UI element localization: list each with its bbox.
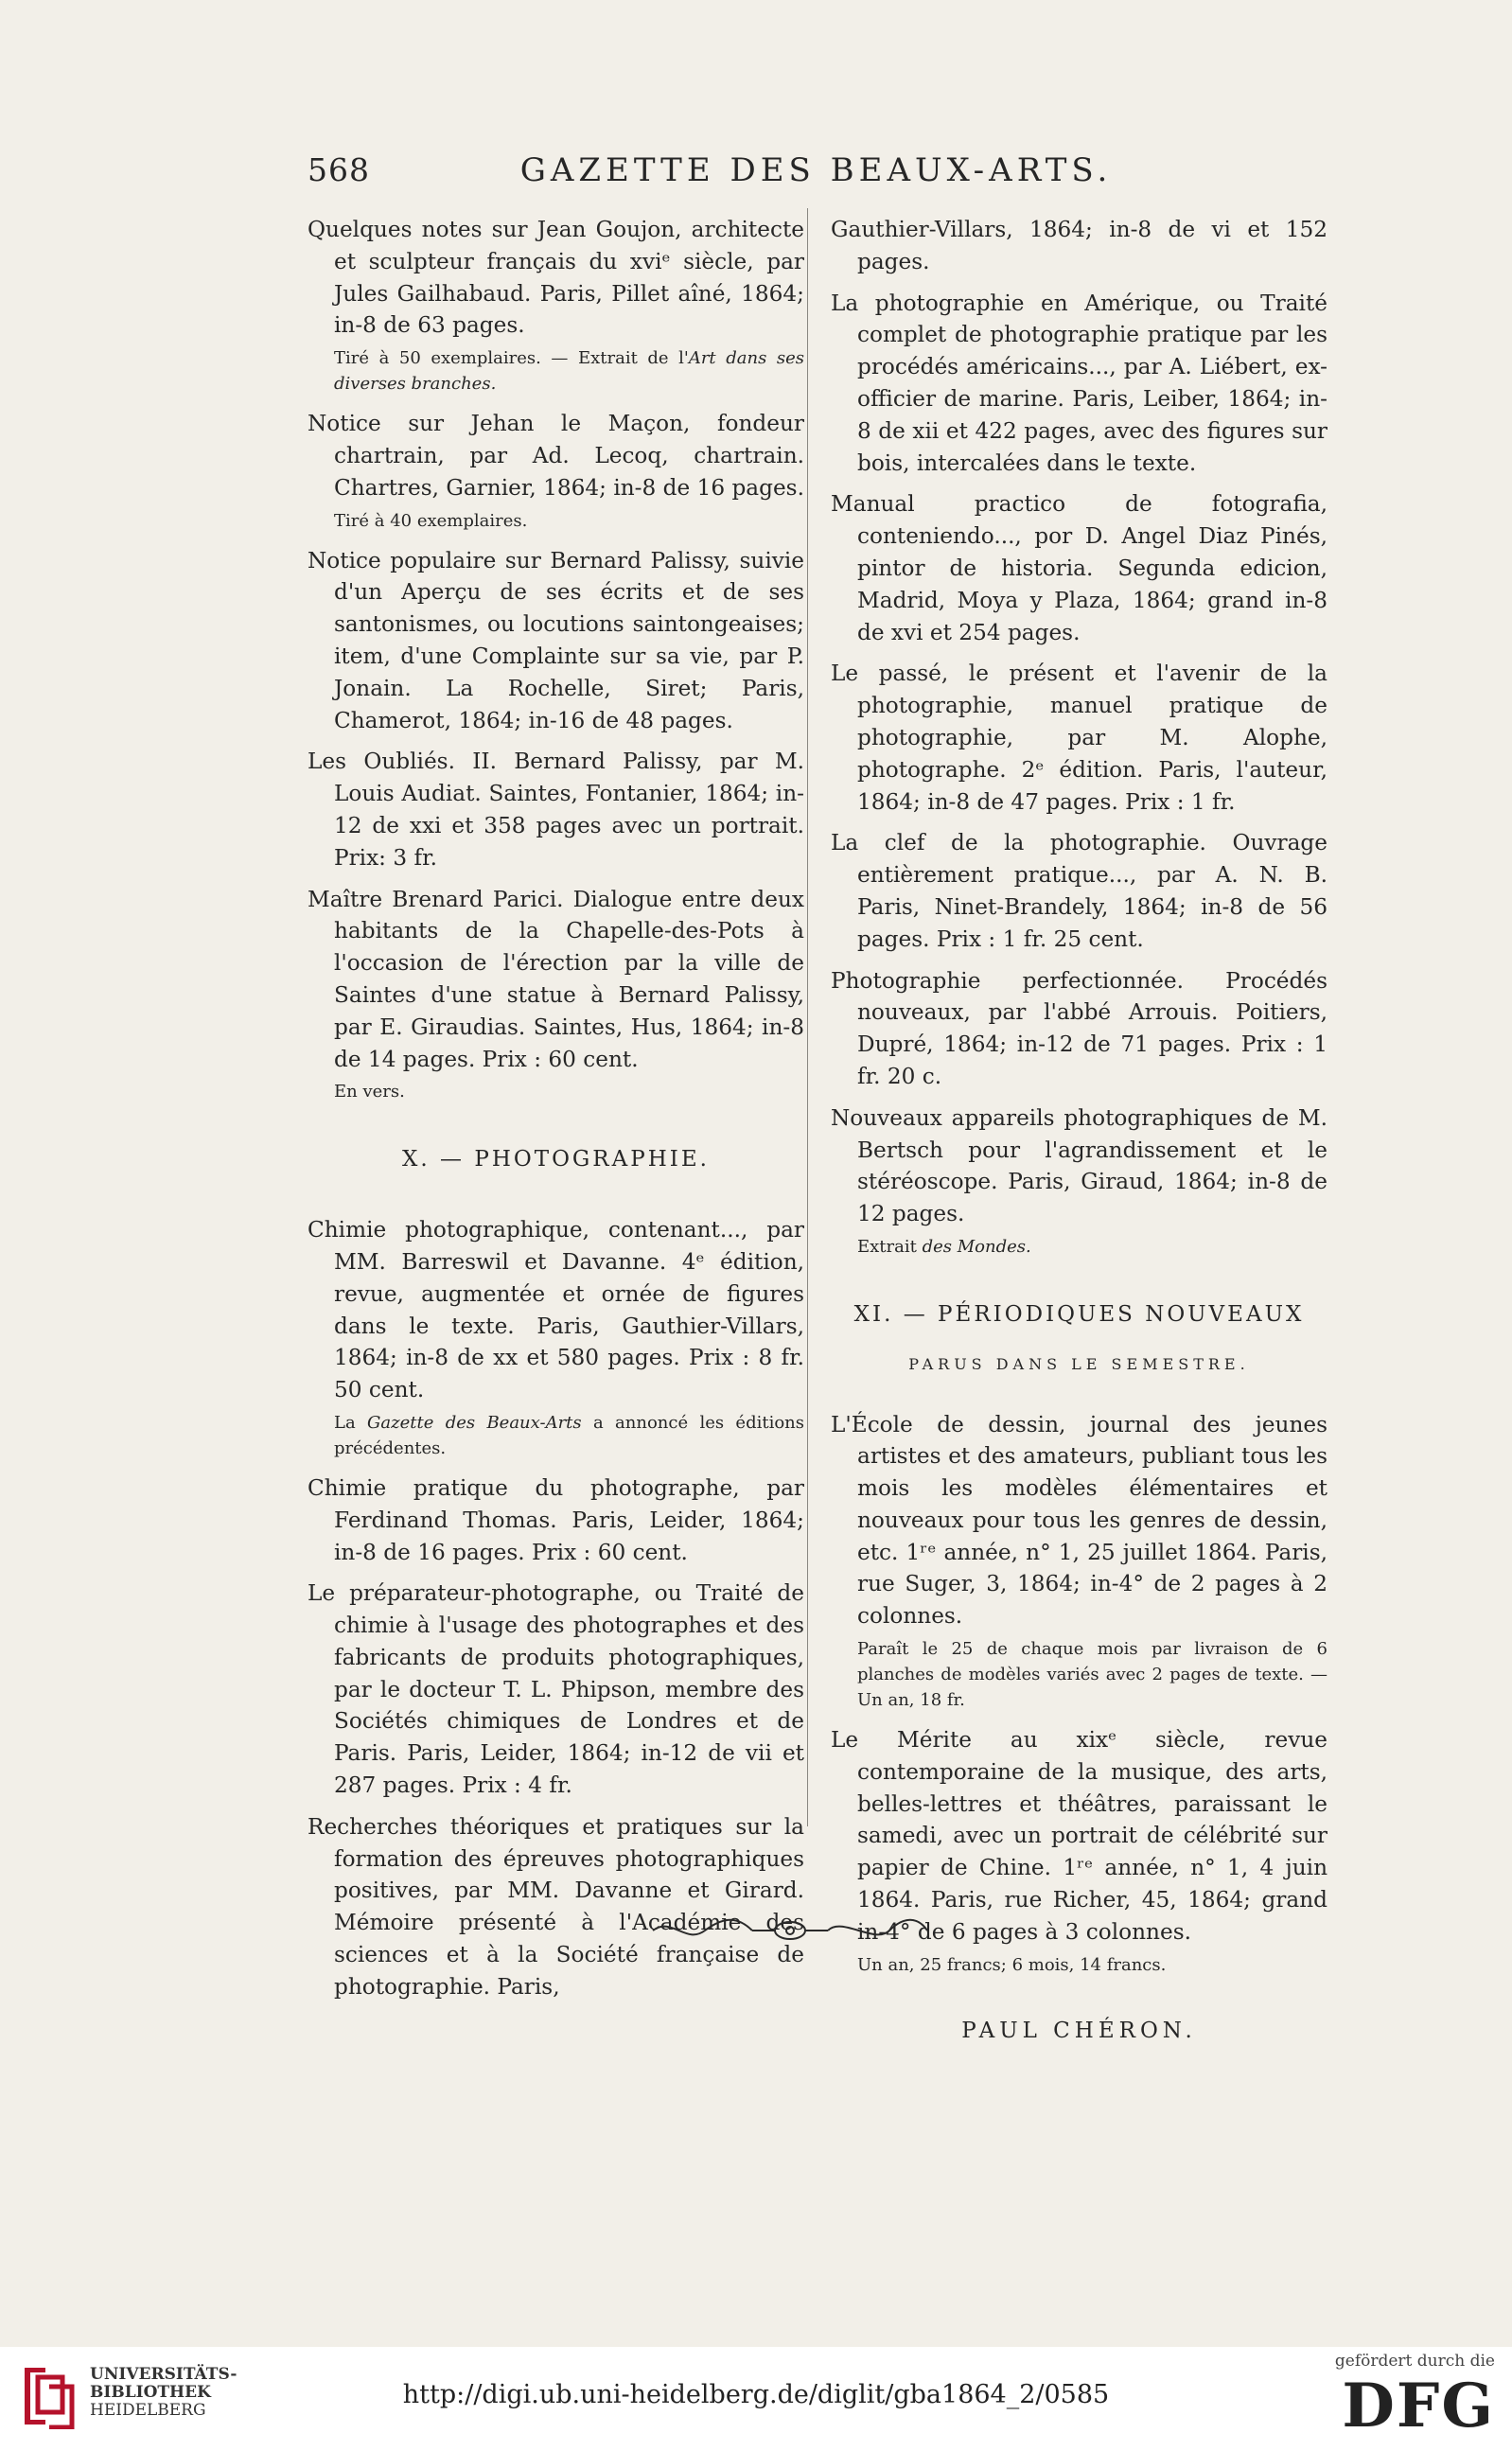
bibliography-entry: Chimie photographique, contenant..., par MM. Barreswil et Davanne. 4ᵉ édition, revue, augmentée et ornée de figures dans le texte. Paris, Gauthier-Villars, 1864; in-8 de xx et 580 pages. Prix : 8 fr. 50 cent. — [308, 1217, 804, 1403]
bibliography-entry: Notice sur Jehan le Maçon, fondeur chartrain, par Ad. Lecoq, chartrain. Chartres, Garnier, 1864; in-8 de 16 pages. — [308, 411, 804, 501]
entry-note: Tiré à 50 exemplaires. — Extrait de l'Art dans ses diverses branches. — [334, 348, 804, 395]
bibliography-entry: Maître Brenard Parici. Dialogue entre deux habitants de la Chapelle-des-Pots à l'occasion de l'érection par la ville de Saintes d'une statue à Bernard Palissy, par E. Giraudias. Saintes, Hus, 1864; in-8 de 14 pages. Prix : 60 cent. — [308, 886, 804, 1072]
page-header — [308, 151, 1325, 199]
author-signature: PAUL CHÉRON. — [961, 2018, 1197, 2043]
section-heading: X. — PHOTOGRAPHIE. — [402, 1147, 710, 1173]
entry-note: La Gazette des Beaux-Arts a annoncé les éditions précédentes. — [334, 1412, 805, 1458]
bibliography-entry: Nouveaux appareils photographiques de M. Bertsch pour l'agrandissement et le stéréoscope. Paris, Giraud, 1864; in-8 de 12 pages. — [831, 1104, 1327, 1227]
bibliography-entry: La clef de la photographie. Ouvrage entièrement pratique..., par A. N. B. Paris, Ninet-Brandely, 1864; in-8 de 56 pages. Prix : 1 fr. 25 cent. — [831, 830, 1327, 952]
bibliography-entry: Quelques notes sur Jean Goujon, architecte et sculpteur français du xviᵉ siècle, par Jules Gailhabaud. Paris, Pillet aîné, 1864; in-8 de 63 pages. — [308, 217, 804, 339]
bibliography-entry: Chimie pratique du photographe, par Ferdinand Thomas. Paris, Leider, 1864; in-8 de 16 pages. Prix : 60 cent. — [308, 1474, 804, 1565]
column-divider — [807, 208, 808, 1826]
right-column — [831, 214, 1327, 2047]
entry-note: Un an, 25 francs; 6 mois, 14 francs. — [857, 1954, 1167, 1975]
bibliography-entry: Le Mérite au xixᵉ siècle, revue contemporaine de la musique, des arts, belles-lettres et théâtres, paraissant le samedi, avec un portrait de célébrité sur papier de Chine. 1ʳᵉ année, n° 1, 4 juin 1864. Paris, rue Richer, 45, 1864; grand in-4° de 6 pages à 3 colonnes. — [831, 1727, 1327, 1945]
dfg-logo[interactable]: DFG — [1342, 2371, 1495, 2442]
page-number: 568 — [308, 151, 370, 188]
entry-note: Tiré à 40 exemplaires. — [334, 510, 528, 531]
bibliography-entry: Notice populaire sur Bernard Palissy, suivie d'un Aperçu de ses écrits et de ses santonismes, ou locutions saintongeaises; item, d'une Complainte sur sa vie, par P. Jonain. La Rochelle, Siret; Paris, Chamerot, 1864; in-16 de 48 pages. — [308, 547, 804, 733]
permalink-url[interactable]: http://digi.ub.uni-heidelberg.de/diglit/gba1864_2/0585 — [402, 2380, 1110, 2409]
bibliography-entry: Le préparateur-photographe, ou Traité de chimie à l'usage des photographes et des fabricants de produits photographiques, par le docteur T. L. Phipson, membre des Sociétés chimiques de Londres et de Paris. Paris, Leider, 1864; in-12 de vii et 287 pages. Prix : 4 fr. — [308, 1580, 804, 1799]
running-title: GAZETTE DES BEAUX-ARTS. — [519, 151, 1113, 189]
entry-note: En vers. — [334, 1082, 405, 1102]
funded-by-label: gefördert durch die — [1334, 2352, 1495, 2371]
bibliography-entry: Gauthier-Villars, 1864; in-8 de vi et 152 pages. — [831, 217, 1327, 274]
ornament-divider-icon — [648, 1912, 932, 1949]
section-heading: XI. — PÉRIODIQUES NOUVEAUX — [853, 1301, 1305, 1327]
entry-note: Extrait des Mondes. — [857, 1236, 1031, 1257]
bibliography-entry: Les Oubliés. II. Bernard Palissy, par M. Louis Audiat. Saintes, Fontanier, 1864; in-12 de xxi et 358 pages avec un portrait. Prix: 3 fr. — [308, 749, 804, 871]
bibliography-entry: L'École de dessin, journal des jeunes artistes et des amateurs, publiant tous les mois les modèles élémentaires et nouveaux pour tous les genres de dessin, etc. 1ʳᵉ année, n° 1, 25 juillet 1864. Paris, rue Suger, 3, 1864; in-4° de 2 pages à 2 colonnes. — [831, 1411, 1327, 1630]
bibliography-entry: Manual practico de fotografia, conteniendo..., por D. Angel Diaz Pinés, pintor de historia. Segunda edicion, Madrid, Moya y Plaza, 1864; grand in-8 de xvi et 254 pages. — [831, 491, 1327, 645]
bibliography-entry: Recherches théoriques et pratiques sur la formation des épreuves photographiques positives, par MM. Davanne et Girard. Mémoire présenté à l'Académie des sciences et à la Société française de photographie. Paris, — [308, 1813, 804, 2000]
entry-note: Paraît le 25 de chaque mois par livraison de 6 planches de modèles variés avec 2 pages de texte. — Un an, 18 fr. — [857, 1639, 1327, 1711]
library-name: UNIVERSITÄTS- BIBLIOTHEK HEIDELBERG — [90, 2365, 237, 2420]
bibliography-entry: Photographie perfectionnée. Procédés nouveaux, par l'abbé Arrouis. Poitiers, Dupré, 1864; in-12 de 71 pages. Prix : 1 fr. 20 c. — [831, 967, 1327, 1089]
left-column — [308, 214, 804, 2013]
bibliography-entry: Le passé, le présent et l'avenir de la photographie, manuel pratique de photographie, par M. Alophe, photographe. 2ᵉ édition. Paris, l'auteur, 1864; in-8 de 47 pages. Prix : 1 fr. — [831, 661, 1327, 815]
bibliography-entry: La photographie en Amérique, ou Traité complet de photographie pratique par les procédés américains..., par A. Liébert, ex-officier de marine. Paris, Leiber, 1864; in-8 de xii et 422 pages, avec des figures sur bois, intercalées dans le texte. — [831, 290, 1327, 476]
section-subheading: PARUS DANS LE SEMESTRE. — [908, 1354, 1250, 1373]
